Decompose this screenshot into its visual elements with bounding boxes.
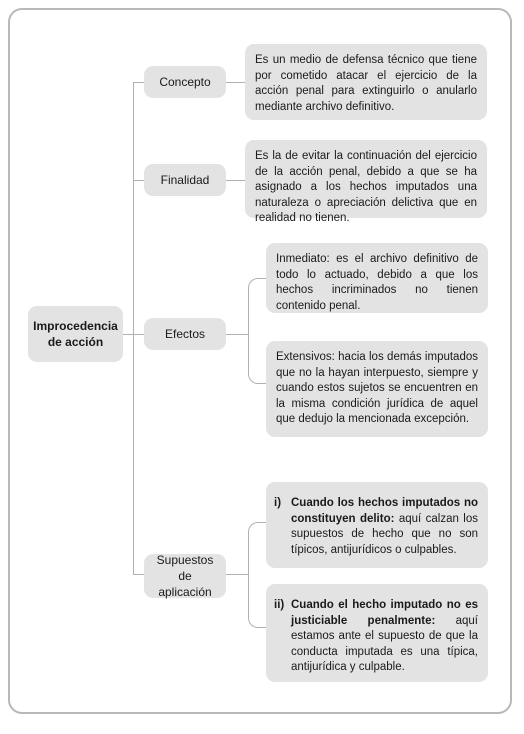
node-concepto-label: Concepto bbox=[159, 75, 211, 89]
desc-efecto-inmediato bbox=[266, 243, 488, 313]
desc-efecto-extensivo bbox=[266, 341, 488, 437]
desc-efecto-inmediato-text: Inmediato: es el archivo definitivo de todo lo actuado, debido a que los hechos incriminados no tienen contenido penal. bbox=[276, 253, 478, 312]
desc-concepto-text: Es un medio de defensa técnico que tiene por cometido atacar el ejercicio de la acción penal para extinguirlo o anularlo mediante archivo definitivo. bbox=[255, 54, 477, 113]
efectos-brace bbox=[248, 278, 267, 384]
desc-efecto-extensivo-text: Extensivos: hacia los demás imputados que no la hayan interpuesto, siempre y cuando estos sujetos se encuentren en la misma condición jurídica de aquel que dedujo la mencionada excepción. bbox=[276, 351, 478, 425]
node-efectos-label: Efectos bbox=[164, 327, 206, 341]
case-2-text: aquí estamos ante el supuesto de que la conducta imputada es una típica, antijurídica y culpable. bbox=[291, 614, 478, 673]
desc-concepto bbox=[245, 44, 487, 120]
connector-finalidad-desc bbox=[226, 180, 245, 181]
connector-supuestos bbox=[133, 574, 144, 575]
case-1-number: i) bbox=[274, 497, 282, 509]
root-label: Improcedencia de acción bbox=[33, 319, 118, 349]
connector-supuestos-brace bbox=[226, 574, 248, 575]
desc-finalidad bbox=[245, 140, 487, 224]
case-1-text: aquí calzan los supuestos de hecho que no son típicos, antijurídicos o culpables. bbox=[291, 512, 478, 556]
root-node bbox=[28, 306, 123, 362]
desc-finalidad-text: Es la de evitar la continuación del ejercicio de la acción penal, debido a que se ha asignado a los hechos imputados una naturaleza o apreciación delictiva que en realidad no tienen. bbox=[255, 150, 477, 224]
node-finalidad bbox=[144, 164, 226, 196]
case-2-number: ii) bbox=[274, 599, 285, 611]
connector-efectos-brace bbox=[226, 334, 248, 335]
connector-concepto bbox=[133, 82, 144, 83]
case-1-title: Cuando los hechos imputados no constituyen delito: bbox=[291, 497, 478, 525]
case-1 bbox=[266, 482, 488, 568]
supuestos-brace bbox=[248, 522, 267, 628]
connector-concepto-desc bbox=[226, 82, 245, 83]
connector-finalidad bbox=[133, 180, 144, 181]
node-efectos bbox=[144, 318, 226, 350]
node-concepto bbox=[144, 66, 226, 98]
node-finalidad-label: Finalidad bbox=[160, 173, 210, 187]
root-connector bbox=[123, 334, 133, 335]
case-2 bbox=[266, 584, 488, 682]
node-supuestos bbox=[144, 554, 226, 598]
node-supuestos-label: Supuestos de aplicación bbox=[156, 553, 214, 599]
connector-efectos bbox=[133, 334, 144, 335]
main-spine bbox=[133, 82, 134, 574]
case-2-title: Cuando el hecho imputado no es justiciable penalmente: bbox=[291, 599, 478, 627]
